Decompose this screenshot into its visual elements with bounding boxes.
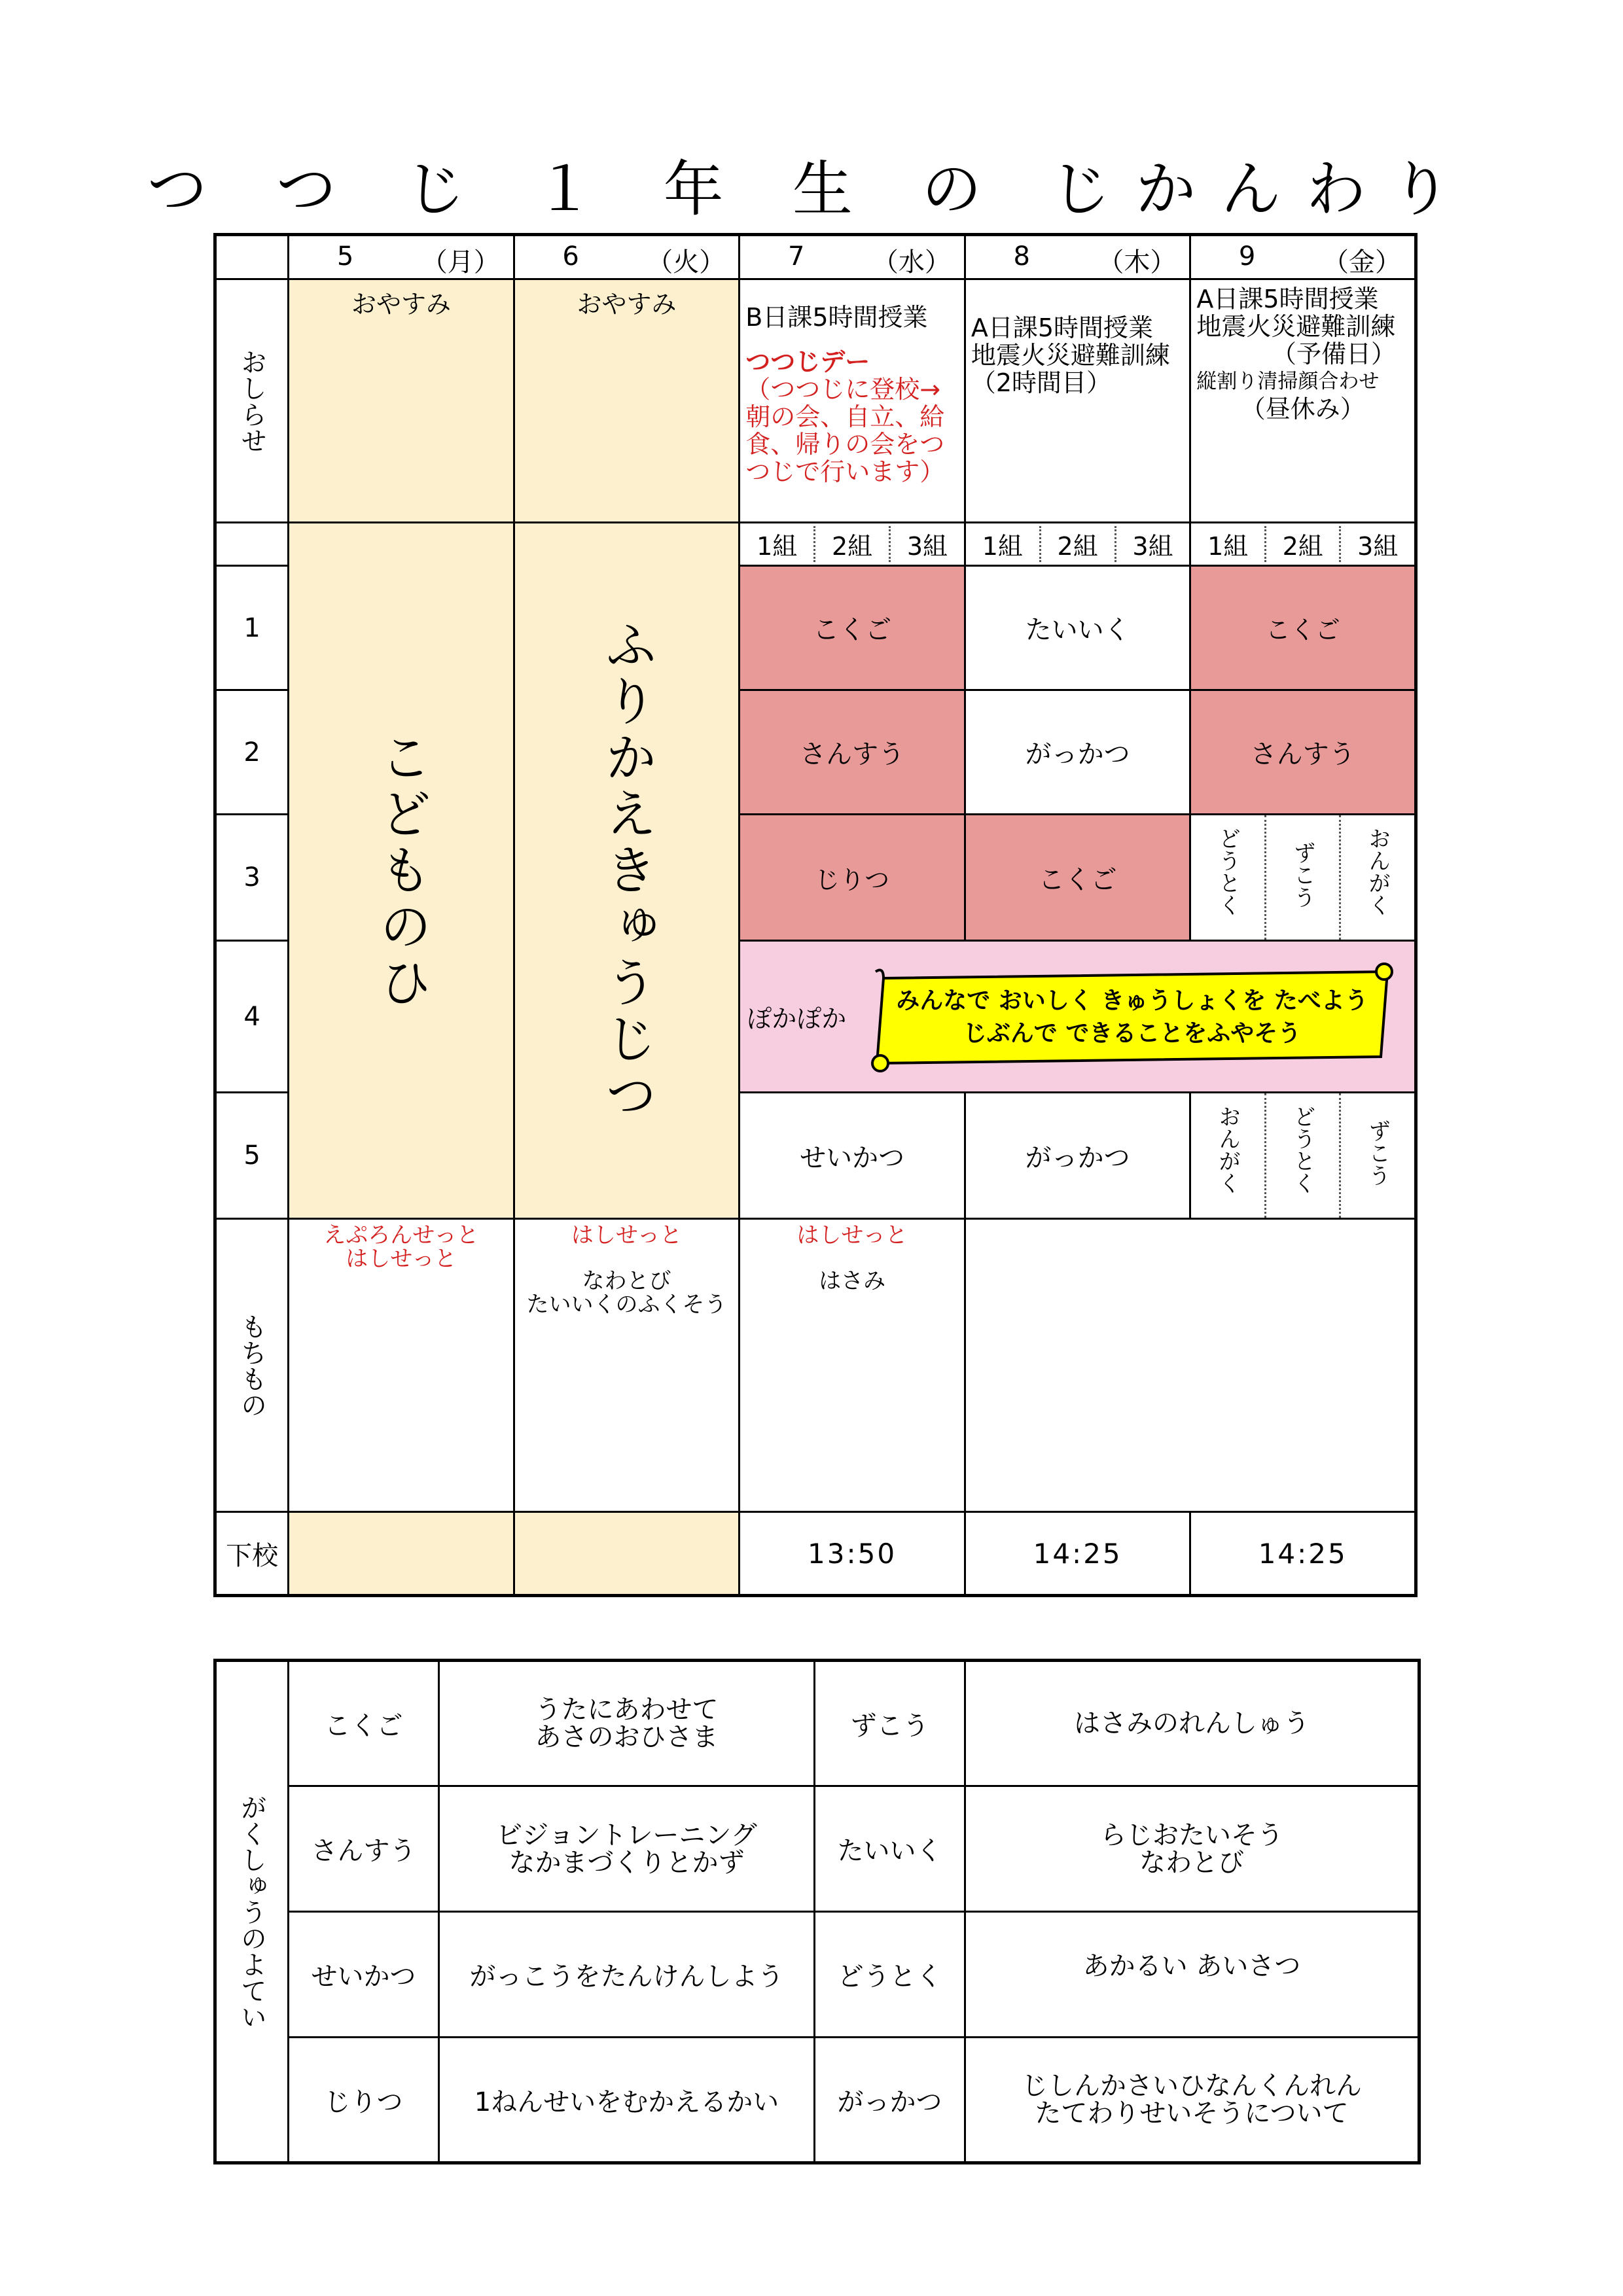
plan-row: [215, 1786, 1419, 1912]
content-cell: ビジョントレーニング なかまづくりとかず: [439, 1786, 815, 1912]
dismissal-label: 下校: [215, 1512, 289, 1596]
belongings-fri: はしせっと はさみ: [740, 1219, 965, 1512]
notice-label: おしらせ: [215, 279, 289, 523]
classes-fri: 1組 2組 3組: [1190, 523, 1416, 566]
notice-mon: おやすみ: [289, 279, 514, 523]
lesson-cell: こくご: [965, 815, 1190, 941]
lesson-cell: がっかつ: [965, 690, 1190, 815]
content-cell: じしんかさいひなんくんれん たてわりせいそうについて: [965, 2038, 1419, 2163]
classes-wed: 1組 2組 3組: [740, 523, 965, 566]
period-label: 3: [215, 815, 289, 941]
period-label: 1: [215, 566, 289, 690]
period-label: 2: [215, 690, 289, 815]
tue-body: [514, 523, 740, 1219]
classes-thu: 1組 2組 3組: [965, 523, 1190, 566]
page-title: つ つ じ １ 年 生 の じかんわり: [147, 154, 1476, 224]
subject-cell: こくご: [289, 1661, 439, 1786]
content-cell: らじおたいそう なわとび: [965, 1786, 1419, 1912]
plan-row: [215, 2038, 1419, 2163]
belongings-label: もちもの: [215, 1219, 289, 1512]
dismissal-row: [215, 1512, 1416, 1596]
content-cell: あかるい あいさつ: [965, 1912, 1419, 2038]
belongings-thu: はしせっと なわとび たいいくのふくそう: [514, 1219, 740, 1512]
dismissal-wed: 13:50: [740, 1512, 965, 1596]
pokapoka-label: ぽかぽか: [747, 1004, 847, 1033]
period-label: 5: [215, 1093, 289, 1219]
lesson-cell: がっかつ: [965, 1093, 1190, 1219]
day-header-row: [215, 235, 1416, 279]
subject-cell: がっかつ: [815, 2038, 965, 2163]
subject-cell: じりつ: [289, 2038, 439, 2163]
lesson-cell: さんすう: [740, 690, 965, 815]
day-header-wed: 7 （水）: [740, 235, 965, 279]
day-header-thu: 8 （木）: [965, 235, 1190, 279]
day-header-tue: 6 （火）: [514, 235, 740, 279]
content-cell: うたにあわせて あさのおひさま: [439, 1661, 815, 1786]
learning-plan-table: [213, 1659, 1421, 2164]
subject-cell: さんすう: [289, 1786, 439, 1912]
schedule-table: [213, 233, 1418, 1597]
notice-tue: おやすみ: [514, 279, 740, 523]
lesson-cell: こくご: [1190, 566, 1416, 690]
day-header-mon: 5 （月）: [289, 235, 514, 279]
dismissal-thu: 14:25: [965, 1512, 1190, 1596]
lesson-cell: たいいく: [965, 566, 1190, 690]
notice-fri: A日課5時間授業 地震火災避難訓練 （予備日） 縦割り清掃顔合わせ （昼休み）: [1190, 279, 1416, 523]
belongings-wed: えぷろんせっと はしせっと: [289, 1219, 514, 1512]
lesson-split-cell: どうとく ずこう おんがく: [1190, 815, 1416, 941]
belongings-row: [215, 1219, 1416, 1512]
plan-row: [215, 1912, 1419, 2038]
dismissal-fri: 14:25: [1190, 1512, 1416, 1596]
holiday-mon: こどものひ: [370, 730, 432, 1012]
notice-row: [215, 279, 1416, 523]
notice-thu: A日課5時間授業 地震火災避難訓練 （2時間目）: [965, 279, 1190, 523]
holiday-tue: ふりかえきゅうじつ: [596, 617, 658, 1124]
period-label: 4: [215, 941, 289, 1093]
lesson-cell: じりつ: [740, 815, 965, 941]
lesson-cell: せいかつ: [740, 1093, 965, 1219]
content-cell: がっこうをたんけんしよう: [439, 1912, 815, 2038]
plan-row: [215, 1661, 1419, 1786]
content-cell: はさみのれんしゅう: [965, 1661, 1419, 1786]
lesson-cell: こくご: [740, 566, 965, 690]
subject-cell: どうとく: [815, 1912, 965, 2038]
subject-cell: ずこう: [815, 1661, 965, 1786]
content-cell: 1ねんせいをむかえるかい: [439, 2038, 815, 2163]
notice-wed: B日課5時間授業 つつじデー （つつじに登校→朝の会、自立、給食、帰りの会をつつじで行います）: [740, 279, 965, 523]
banner-text: みんなで おいしく きゅうしょくを たべよう じぶんで できることをふやそう: [896, 987, 1368, 1047]
lesson-cell: さんすう: [1190, 690, 1416, 815]
day-header-fri: 9 （金）: [1190, 235, 1416, 279]
subject-cell: たいいく: [815, 1786, 965, 1912]
plan-label: がくしゅうのよてい: [215, 1661, 289, 2163]
subject-cell: せいかつ: [289, 1912, 439, 2038]
lesson-split-cell: おんがく どうとく ずこう: [1190, 1093, 1416, 1219]
class-row: [215, 523, 1416, 566]
mon-body: [289, 523, 514, 1219]
corner-cell: [215, 235, 289, 279]
